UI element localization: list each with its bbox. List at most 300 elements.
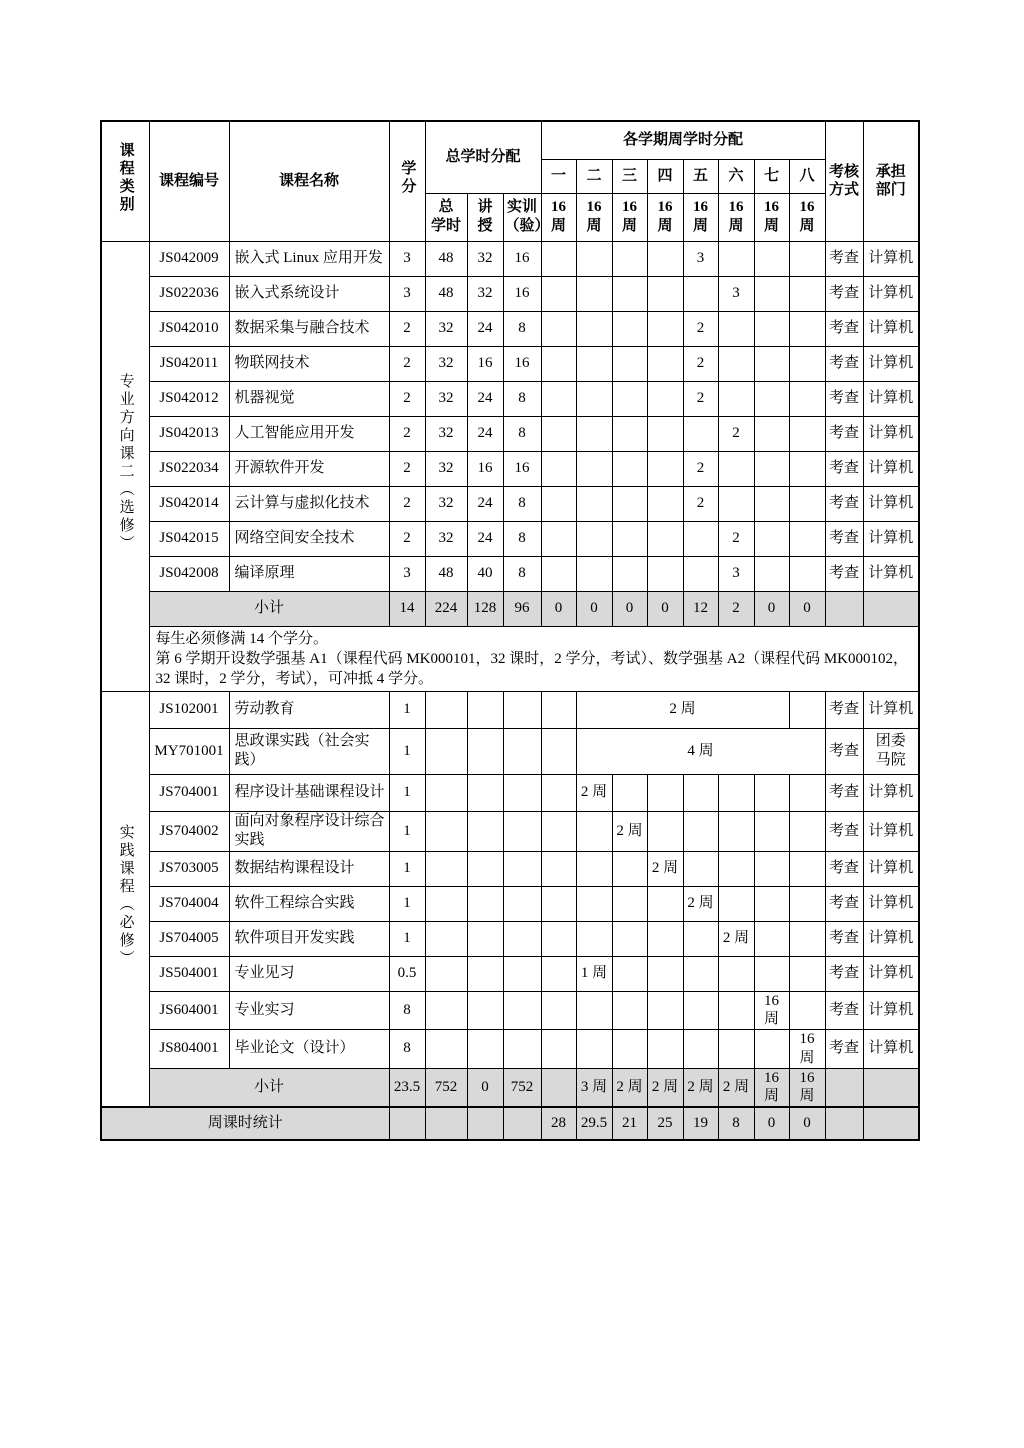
subtotal-lecture-hours: 0: [467, 1068, 503, 1107]
sem-cell: [683, 851, 718, 886]
sem-cell: [612, 774, 647, 811]
course-department: 计算机: [863, 381, 919, 416]
sem-cell: [576, 451, 612, 486]
sem-cell: [647, 381, 683, 416]
header-course-name: 课程名称: [229, 121, 389, 241]
header-course-code: 课程编号: [149, 121, 229, 241]
course-department: 计算机: [863, 521, 919, 556]
course-code: JS042009: [149, 241, 229, 276]
course-name: 专业实习: [229, 991, 389, 1030]
sem-cell: 16 周: [754, 1068, 789, 1107]
course-credits: 2: [389, 416, 425, 451]
sem-cell: 0: [789, 1107, 825, 1140]
course-practice-hours: [503, 811, 541, 851]
course-department: 团委 马院: [863, 728, 919, 774]
sem-cell: 0: [647, 591, 683, 626]
course-total-hours: [425, 1030, 467, 1069]
course-name: 程序设计基础课程设计: [229, 774, 389, 811]
course-department: 计算机: [863, 691, 919, 728]
course-code: JS703005: [149, 851, 229, 886]
sem-cell: 2 周: [683, 886, 718, 921]
section1-category: [101, 241, 149, 691]
course-assessment: 考查: [825, 691, 863, 728]
sem-cell: [754, 886, 789, 921]
sem-cell: [612, 241, 647, 276]
course-credits: 1: [389, 728, 425, 774]
sem-cell: 0: [754, 1107, 789, 1140]
course-total-hours: 48: [425, 241, 467, 276]
sem-cell: [612, 416, 647, 451]
course-practice-hours: [503, 956, 541, 991]
course-total-hours: 48: [425, 556, 467, 591]
course-total-hours: [425, 851, 467, 886]
sem-cell: [612, 991, 647, 1030]
sem-cell: [789, 381, 825, 416]
course-name: 编译原理: [229, 556, 389, 591]
course-name: 云计算与虚拟化技术: [229, 486, 389, 521]
sem-cell: 21: [612, 1107, 647, 1140]
course-department: 计算机: [863, 276, 919, 311]
course-department: 计算机: [863, 851, 919, 886]
sem-cell: [683, 276, 718, 311]
course-code: JS504001: [149, 956, 229, 991]
course-code: JS042008: [149, 556, 229, 591]
course-code: JS704005: [149, 921, 229, 956]
course-lecture-hours: [467, 956, 503, 991]
sem-cell: [789, 241, 825, 276]
course-total-hours: [425, 728, 467, 774]
sem-cell: [718, 1030, 754, 1069]
course-credits: 3: [389, 276, 425, 311]
sem-cell: [612, 521, 647, 556]
course-code: JS604001: [149, 991, 229, 1030]
subtotal-total-hours: 224: [425, 591, 467, 626]
sem-cell: [576, 276, 612, 311]
course-lecture-hours: 16: [467, 346, 503, 381]
header-semester-group: 各学期周学时分配: [541, 121, 825, 159]
course-credits: 2: [389, 521, 425, 556]
sem-cell: [612, 276, 647, 311]
course-lecture-hours: [467, 774, 503, 811]
header-semester-6: 六: [718, 159, 754, 193]
course-code: MY701001: [149, 728, 229, 774]
course-department: 计算机: [863, 921, 919, 956]
header-assessment: 考核 方式: [825, 121, 863, 241]
sem-cell: [718, 451, 754, 486]
subtotal-credits: 23.5: [389, 1068, 425, 1107]
sem-cell: [718, 346, 754, 381]
sem-cell: [789, 311, 825, 346]
course-code: JS042015: [149, 521, 229, 556]
course-lecture-hours: [467, 728, 503, 774]
header-total-hours: 总 学时: [425, 193, 467, 241]
course-lecture-hours: 32: [467, 276, 503, 311]
course-practice-hours: 8: [503, 521, 541, 556]
section2-subtotal-label: 小计: [149, 1068, 389, 1107]
course-department: 计算机: [863, 486, 919, 521]
sem-cell: [754, 311, 789, 346]
course-name: 数据采集与融合技术: [229, 311, 389, 346]
header-department: 承担 部门: [863, 121, 919, 241]
sem-cell: [612, 556, 647, 591]
sem-cell: [612, 956, 647, 991]
header-semester-4: 四: [647, 159, 683, 193]
header-semester-8: 八: [789, 159, 825, 193]
sem-cell: [612, 451, 647, 486]
sem-cell: [647, 556, 683, 591]
sem-cell: [541, 521, 576, 556]
sem-cell: [754, 381, 789, 416]
course-code: JS022036: [149, 276, 229, 311]
header-weeks-2: 16 周: [576, 193, 612, 241]
sem-cell: 2 周: [683, 1068, 718, 1107]
course-name: 面向对象程序设计综合 实践: [229, 811, 389, 851]
course-assessment: 考查: [825, 451, 863, 486]
sem-cell: 19: [683, 1107, 718, 1140]
sem-cell: [789, 416, 825, 451]
sem-cell: [541, 691, 576, 728]
course-assessment: 考查: [825, 556, 863, 591]
course-practice-hours: 8: [503, 381, 541, 416]
course-practice-hours: 16: [503, 241, 541, 276]
sem-cell: [754, 921, 789, 956]
subtotal-credits: 14: [389, 591, 425, 626]
sem-cell: [683, 921, 718, 956]
sem-cell: 2 周: [647, 1068, 683, 1107]
course-code: JS042010: [149, 311, 229, 346]
sem-cell: 0: [612, 591, 647, 626]
sem-span-cell: 4 周: [576, 728, 825, 774]
sem-cell: [754, 276, 789, 311]
course-credits: 1: [389, 811, 425, 851]
course-department: 计算机: [863, 991, 919, 1030]
sem-cell: [789, 886, 825, 921]
sem-cell: 28: [541, 1107, 576, 1140]
sem-cell: [718, 311, 754, 346]
sem-cell: [576, 886, 612, 921]
course-assessment: 考查: [825, 921, 863, 956]
course-assessment: 考查: [825, 774, 863, 811]
sem-cell: [612, 486, 647, 521]
header-semester-7: 七: [754, 159, 789, 193]
sem-cell: [541, 921, 576, 956]
course-practice-hours: 8: [503, 311, 541, 346]
subtotal-total-hours: 752: [425, 1068, 467, 1107]
course-credits: 1: [389, 774, 425, 811]
sem-cell: [754, 451, 789, 486]
sem-cell: 2: [718, 591, 754, 626]
sem-cell: [647, 451, 683, 486]
course-assessment: 考查: [825, 728, 863, 774]
sem-cell: [541, 486, 576, 521]
sem-cell: [718, 886, 754, 921]
sem-cell: [647, 991, 683, 1030]
sem-cell: [576, 991, 612, 1030]
subtotal-practice-hours: 96: [503, 591, 541, 626]
course-total-hours: 32: [425, 381, 467, 416]
course-lecture-hours: 24: [467, 381, 503, 416]
sem-cell: [647, 1030, 683, 1069]
header-practice-hours: 实训 （验）: [503, 193, 541, 241]
sem-cell: [576, 346, 612, 381]
sem-cell: 2: [718, 521, 754, 556]
sem-cell: 0: [754, 591, 789, 626]
course-credits: 1: [389, 691, 425, 728]
sem-cell: [789, 851, 825, 886]
sem-cell: [541, 311, 576, 346]
section1-category-label: 专业方向课二（选修）: [117, 373, 134, 554]
course-department: 计算机: [863, 241, 919, 276]
course-name: 嵌入式系统设计: [229, 276, 389, 311]
course-assessment: 考查: [825, 811, 863, 851]
course-assessment: 考查: [825, 416, 863, 451]
header-weeks-1: 16 周: [541, 193, 576, 241]
course-total-hours: 32: [425, 486, 467, 521]
header-weeks-7: 16 周: [754, 193, 789, 241]
course-code: JS704002: [149, 811, 229, 851]
course-credits: 8: [389, 991, 425, 1030]
course-code: JS102001: [149, 691, 229, 728]
sem-cell: [789, 451, 825, 486]
sem-cell: [647, 811, 683, 851]
sem-cell: [789, 921, 825, 956]
course-practice-hours: [503, 1030, 541, 1069]
sem-cell: [754, 556, 789, 591]
sem-cell: [541, 956, 576, 991]
sem-cell: [647, 416, 683, 451]
course-practice-hours: 16: [503, 276, 541, 311]
course-lecture-hours: 24: [467, 486, 503, 521]
sem-cell: [576, 521, 612, 556]
sem-cell: [612, 1030, 647, 1069]
sem-cell: [541, 416, 576, 451]
course-lecture-hours: [467, 886, 503, 921]
course-credits: 3: [389, 556, 425, 591]
sem-cell: [541, 1030, 576, 1069]
course-department: 计算机: [863, 774, 919, 811]
sem-cell: [541, 851, 576, 886]
sem-cell: [541, 556, 576, 591]
sem-cell: 2 周: [612, 811, 647, 851]
sem-cell: [612, 381, 647, 416]
sem-cell: [576, 851, 612, 886]
course-code: JS042012: [149, 381, 229, 416]
sem-cell: [576, 241, 612, 276]
course-credits: 1: [389, 886, 425, 921]
sem-cell: [612, 346, 647, 381]
course-credits: 1: [389, 851, 425, 886]
sem-cell: [718, 991, 754, 1030]
course-department: 计算机: [863, 956, 919, 991]
sem-cell: [754, 521, 789, 556]
sem-cell: 2 周: [718, 921, 754, 956]
sem-cell: [754, 774, 789, 811]
sem-cell: 3: [683, 241, 718, 276]
footer-assessment-empty: [825, 1107, 863, 1140]
weekly-hours-total-label: 周课时统计: [101, 1107, 389, 1140]
sem-cell: 2 周: [718, 1068, 754, 1107]
course-name: 开源软件开发: [229, 451, 389, 486]
sem-cell: [718, 774, 754, 811]
sem-cell: 3: [718, 556, 754, 591]
course-lecture-hours: 16: [467, 451, 503, 486]
sem-cell: [612, 851, 647, 886]
note-line-1: 每生必须修满 14 个学分。: [155, 630, 329, 647]
course-lecture-hours: 40: [467, 556, 503, 591]
sem-cell: [718, 486, 754, 521]
course-total-hours: [425, 774, 467, 811]
course-code: JS704001: [149, 774, 229, 811]
sem-cell: [612, 886, 647, 921]
sem-cell: [541, 381, 576, 416]
course-name: 机器视觉: [229, 381, 389, 416]
sem-cell: [647, 276, 683, 311]
sem-cell: [789, 991, 825, 1030]
course-name: 软件工程综合实践: [229, 886, 389, 921]
sem-cell: [576, 311, 612, 346]
sem-cell: [683, 811, 718, 851]
sem-cell: [683, 416, 718, 451]
course-assessment: 考查: [825, 1030, 863, 1069]
course-name: 毕业论文（设计）: [229, 1030, 389, 1069]
sem-cell: [541, 811, 576, 851]
subtotal-department-empty: [863, 591, 919, 626]
sem-cell: [647, 241, 683, 276]
sem-cell: [754, 241, 789, 276]
footer-lecture-hours-empty: [467, 1107, 503, 1140]
subtotal-department-empty: [863, 1068, 919, 1107]
subtotal-assessment-empty: [825, 1068, 863, 1107]
course-code: JS042011: [149, 346, 229, 381]
course-code: JS022034: [149, 451, 229, 486]
sem-cell: [683, 1030, 718, 1069]
header-lecture-hours: 讲 授: [467, 193, 503, 241]
course-practice-hours: [503, 728, 541, 774]
header-semester-5: 五: [683, 159, 718, 193]
course-assessment: 考查: [825, 311, 863, 346]
sem-cell: [789, 556, 825, 591]
sem-cell: 2 周: [647, 851, 683, 886]
sem-cell: 16 周: [789, 1068, 825, 1107]
sem-cell: 8: [718, 1107, 754, 1140]
sem-cell: 2: [683, 346, 718, 381]
course-credits: 2: [389, 346, 425, 381]
sem-cell: [789, 346, 825, 381]
sem-cell: [576, 416, 612, 451]
sem-cell: [789, 276, 825, 311]
course-total-hours: [425, 691, 467, 728]
course-credits: 8: [389, 1030, 425, 1069]
sem-cell: [754, 416, 789, 451]
sem-cell: 25: [647, 1107, 683, 1140]
course-credits: 1: [389, 921, 425, 956]
sem-cell: [683, 956, 718, 991]
sem-cell: [647, 886, 683, 921]
sem-cell: [576, 921, 612, 956]
header-semester-3: 三: [612, 159, 647, 193]
course-name: 软件项目开发实践: [229, 921, 389, 956]
course-lecture-hours: [467, 811, 503, 851]
sem-cell: [576, 381, 612, 416]
sem-cell: 29.5: [576, 1107, 612, 1140]
header-credits-label: 学分: [399, 160, 416, 197]
sem-cell: 2: [718, 416, 754, 451]
section1-subtotal-label: 小计: [149, 591, 389, 626]
sem-cell: 2: [683, 451, 718, 486]
section2-category: [101, 691, 149, 1107]
sem-cell: [683, 521, 718, 556]
course-name: 人工智能应用开发: [229, 416, 389, 451]
course-total-hours: 48: [425, 276, 467, 311]
course-lecture-hours: 32: [467, 241, 503, 276]
sem-cell: [647, 521, 683, 556]
course-assessment: 考查: [825, 851, 863, 886]
sem-cell: 16 周: [789, 1030, 825, 1069]
course-assessment: 考查: [825, 486, 863, 521]
course-assessment: 考查: [825, 886, 863, 921]
sem-cell: 3 周: [576, 1068, 612, 1107]
course-name: 嵌入式 Linux 应用开发: [229, 241, 389, 276]
sem-cell: [754, 486, 789, 521]
sem-cell: [647, 311, 683, 346]
course-lecture-hours: [467, 1030, 503, 1069]
sem-cell: [541, 728, 576, 774]
course-credits: 2: [389, 381, 425, 416]
course-total-hours: 32: [425, 311, 467, 346]
course-lecture-hours: [467, 851, 503, 886]
course-name: 网络空间安全技术: [229, 521, 389, 556]
header-course-category-label: 课程类别: [117, 142, 134, 215]
sem-cell: [541, 991, 576, 1030]
sem-cell: [754, 811, 789, 851]
sem-cell: [576, 1030, 612, 1069]
course-credits: 2: [389, 486, 425, 521]
header-semester-1: 一: [541, 159, 576, 193]
sem-cell: [789, 811, 825, 851]
header-weeks-8: 16 周: [789, 193, 825, 241]
sem-cell: 16 周: [754, 991, 789, 1030]
sem-cell: [683, 774, 718, 811]
footer-practice-hours-empty: [503, 1107, 541, 1140]
sem-cell: [612, 921, 647, 956]
course-practice-hours: [503, 921, 541, 956]
course-total-hours: 32: [425, 346, 467, 381]
course-credits: 2: [389, 311, 425, 346]
sem-cell: 2: [683, 381, 718, 416]
course-code: JS042014: [149, 486, 229, 521]
sem-cell: 2 周: [612, 1068, 647, 1107]
course-department: 计算机: [863, 886, 919, 921]
course-department: 计算机: [863, 416, 919, 451]
course-lecture-hours: [467, 691, 503, 728]
course-practice-hours: [503, 774, 541, 811]
course-practice-hours: [503, 851, 541, 886]
course-lecture-hours: 24: [467, 311, 503, 346]
course-credits: 0.5: [389, 956, 425, 991]
course-department: 计算机: [863, 451, 919, 486]
sem-cell: [718, 851, 754, 886]
header-weeks-4: 16 周: [647, 193, 683, 241]
sem-cell: 12: [683, 591, 718, 626]
sem-cell: [541, 276, 576, 311]
course-department: 计算机: [863, 311, 919, 346]
sem-cell: [789, 691, 825, 728]
sem-cell: [789, 774, 825, 811]
sem-cell: [754, 956, 789, 991]
course-department: 计算机: [863, 346, 919, 381]
course-lecture-hours: [467, 991, 503, 1030]
footer-total-hours-empty: [425, 1107, 467, 1140]
